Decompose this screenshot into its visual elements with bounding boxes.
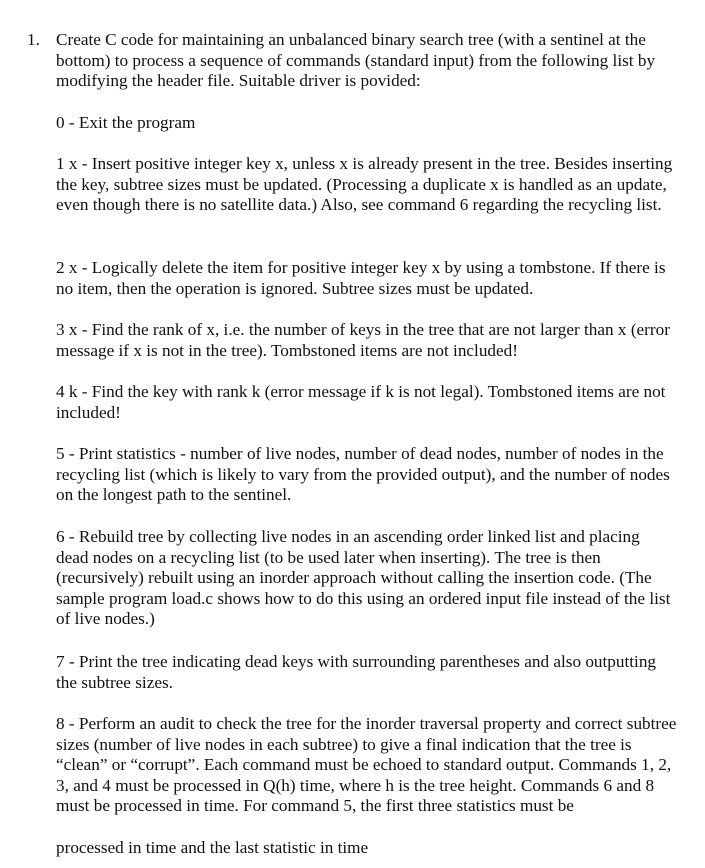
command-3-description: 3 x - Find the rank of x, i.e. the number of keys in the tree that are not larger than x (error message if x is not in the tree). Tombstoned items are not included! bbox=[56, 320, 670, 360]
intro-paragraph: Create C code for maintaining an unbalanced binary search tree (with a sentinel at the bottom) to process a sequence of commands (standard input) from the following list by modifying the header file. Suitable driver is povided: bbox=[56, 30, 656, 91]
command-7-description: 7 - Print the tree indicating dead keys with surrounding parentheses and also outputting the subtree sizes. bbox=[56, 652, 657, 692]
command-0-description: 0 - Exit the program bbox=[56, 113, 196, 132]
list-item-number: 1. bbox=[27, 30, 40, 49]
command-8-description: 8 - Perform an audit to check the tree for the inorder traversal property and correct subtree sizes (number of live nodes in each subtree) to give a final indication that the tree is “clean” or “corrupt”. Each command must be echoed to standard output. Commands 1, 2, 3, and 4 must be processed in Q(h) time, where h is the tree height. Commands 6 and 8 must be processed in time. For command 5, the first three statistics must be bbox=[56, 714, 677, 816]
trailing-line: processed in time and the last statistic in time bbox=[56, 838, 369, 857]
command-4-description: 4 k - Find the key with rank k (error message if k is not legal). Tombstoned items are not included! bbox=[56, 382, 666, 422]
command-1-description: 1 x - Insert positive integer key x, unless x is already present in the tree. Besides inserting the key, subtree sizes must be updated. (Processing a duplicate x is handled as an update, even though there is no satellite data.) Also, see command 6 regarding the recycling list. bbox=[56, 154, 673, 215]
command-5-description: 5 - Print statistics - number of live nodes, number of dead nodes, number of nodes in the recycling list (which is likely to vary from the provided output), and the number of nodes on the longest path to the sentinel. bbox=[56, 444, 670, 505]
command-2-description: 2 x - Logically delete the item for positive integer key x by using a tombstone. If there is no item, then the operation is ignored. Subtree sizes must be updated. bbox=[56, 258, 666, 298]
command-6-description: 6 - Rebuild tree by collecting live nodes in an ascending order linked list and placing dead nodes on a recycling list (to be used later when inserting). The tree is then (recursively) rebuilt using an inorder approach without calling the insertion code. (The sample program load.c shows how to do this using an ordered input file instead of the list of live nodes.) bbox=[56, 527, 671, 629]
